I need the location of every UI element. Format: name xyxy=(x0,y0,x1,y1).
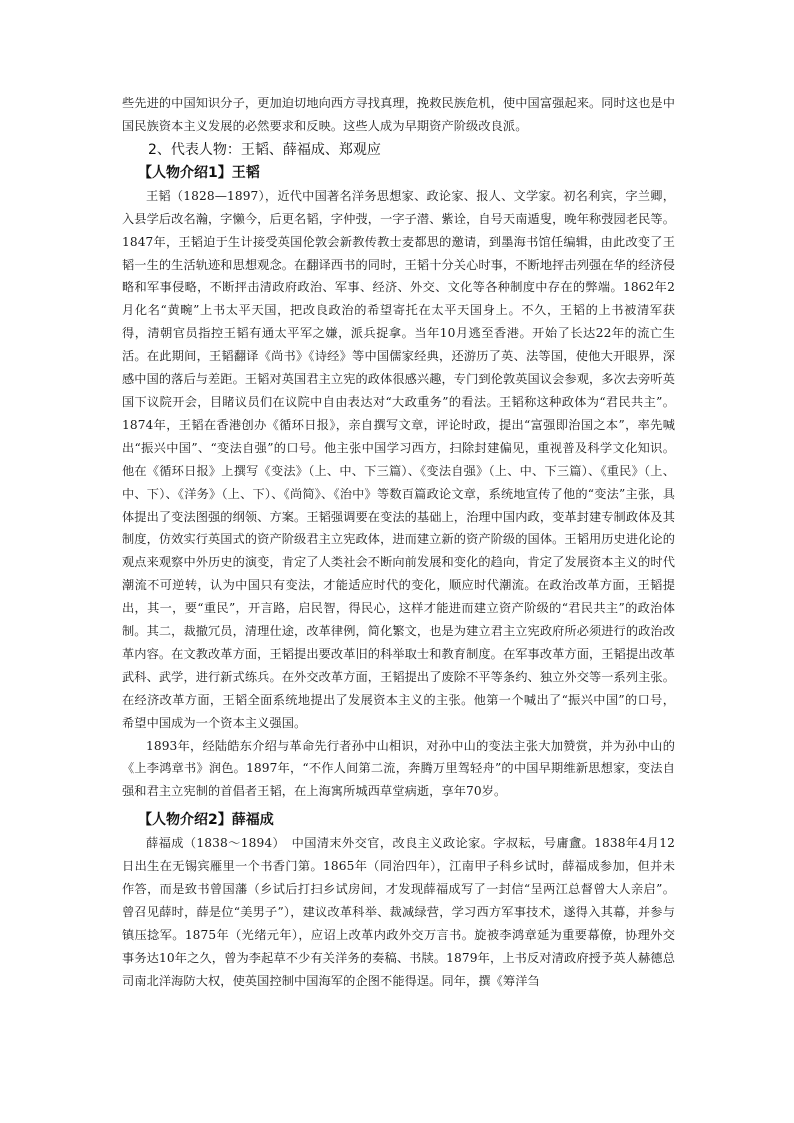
person1-paragraph-2: 1893年，经陆皓东介绍与革命先行者孙中山相识，对孙中山的变法主张大加赞赏，并为孙中山的《上李鸿章书》润色。1897年，“不作人间第二流，奔腾万里驾轻舟”的中国早期维新思想家，变法自强和君主立宪制的首倡者王韬，在上海寓所城西草堂病逝，享年70岁。 xyxy=(122,738,675,799)
person1-heading: 【人物介绍1】王韬 xyxy=(138,164,260,181)
person2-paragraph-1: 薛福成（1838～1894） 中国清末外交官，改良主义政论家。字叔耘，号庸盦。1838年4月12日出生在无锡宾雁里一个书香门第。1865年（同治四年），江南甲子科乡试时，薛福成参加，但并未作答，而是致书曾国藩（乡试后打扫乡试房间，才发现薛福成写了一封信“呈两江总督曾大人亲启”。曾召见薛时，薛是位“美男子”），建议改革科举、裁减绿营，学习西方军事技术，遂得入其幕，并参与镇压捻军。1875年（光绪元年），应诏上改革内政外交万言书。旋被李鸿章延为重要幕僚，协理外交事务达10年之久，曾为李起草不少有关洋务的奏稿、书牍。1879年，上书反对清政府授予英人赫德总司南北洋海防大权，使英国控制中国海军的企图不能得逞。同年，撰《筹洋刍 xyxy=(122,836,675,988)
person1-paragraph-1: 王韬（1828—1897），近代中国著名洋务思想家、政论家、报人、文学家。初名利宾，字兰卿，入县学后改名瀚，字懒今，后更名韬，字仲弢，一字子潜、紫诠，自号天南遁叟，晚年称弢园老民等。1847年，王韬迫于生计接受英国伦敦会新教传教士麦都思的邀请，到墨海书馆任编辑，由此改变了王韬一生的生活轨迹和思想观念。在翻译西书的同时，王韬十分关心时事，不断地抨击列强在华的经济侵略和军事侵略，不断抨击清政府政治、军事、经济、外交、文化等各种制度中存在的弊端。1862年2月化名“黄畹”上书太平天国，把改良政治的希望寄托在太平天国身上。不久，王韬的上书被清军获得，清朝官员指控王韬有通太平军之嫌，派兵捉拿。当年10月逃至香港。开始了长达22年的流亡生活。在此期间，王韬翻译《尚书》《诗经》等中国儒家经典，还游历了英、法等国，使他大开眼界，深感中国的落后与差距。王韬对英国君主立宪的政体很感兴趣，专门到伦敦英国议会参观，多次去旁听英国下议院开会，目睹议员们在议院中自由表达对“大政重务”的看法。王韬称这种政体为“君民共主”。1874年，王韬在香港创办《循环日报》，亲自撰写文章，评论时政，提出“富强即治国之本”，率先喊出“振兴中国”、“变法自强”的口号。他主张中国学习西方，扫除封建偏见，重视普及科学文化知识。他在《循环日报》上撰写《变法》（上、中、下三篇）、《变法自强》（上、中、下三篇）、《重民》（上、中、下）、《洋务》（上、下）、《尚简》、《治中》等数百篇政论文章，系统地宣传了他的“变法”主张，具体提出了变法图强的纲领、方案。王韬强调要在变法的基础上，治理中国内政，变革封建专制政体及其制度，仿效实行英国式的资产阶级君主立宪政体，进而建立新的资产阶级的国体。王韬用历史进化论的观点来观察中外历史的演变，肯定了人类社会不断向前发展和变化的趋向，肯定了发展资本主义的时代潮流不可逆转，认为中国只有变法，才能适应时代的变化，顺应时代潮流。在政治改革方面，王韬提出，其一，要“重民”，开言路，启民智，得民心，这样才能进而建立资产阶级的“君民共主”的政治体制。其二，裁撤冗员，清理仕途，改革律例，简化繁文，也是为建立君主立宪政府所必须进行的政治改革内容。在文教改革方面，王韬提出要改革旧的科举取士和教育制度。在军事改革方面，王韬提出改革武科、武学，进行新式练兵。在外交改革方面，王韬提出了废除不平等条约、独立外交等一系列主张。在经济改革方面，王韬全面系统地提出了发展资本主义的主张。他第一个喊出了“振兴中国”的口号，希望中国成为一个资本主义强国。 xyxy=(122,188,675,730)
document-page xyxy=(122,92,675,993)
intro-paragraph: 些先进的中国知识分子，更加迫切地向西方寻找真理，挽救民族危机，使中国富强起来。同时这也是中国民族资本主义发展的必然要求和反映。这些人成为早期资产阶级改良派。 xyxy=(122,96,675,133)
section-heading: 2、代表人物：王韬、薛福成、郑观应 xyxy=(148,141,381,158)
person2-heading: 【人物介绍2】薛福成 xyxy=(138,812,274,829)
